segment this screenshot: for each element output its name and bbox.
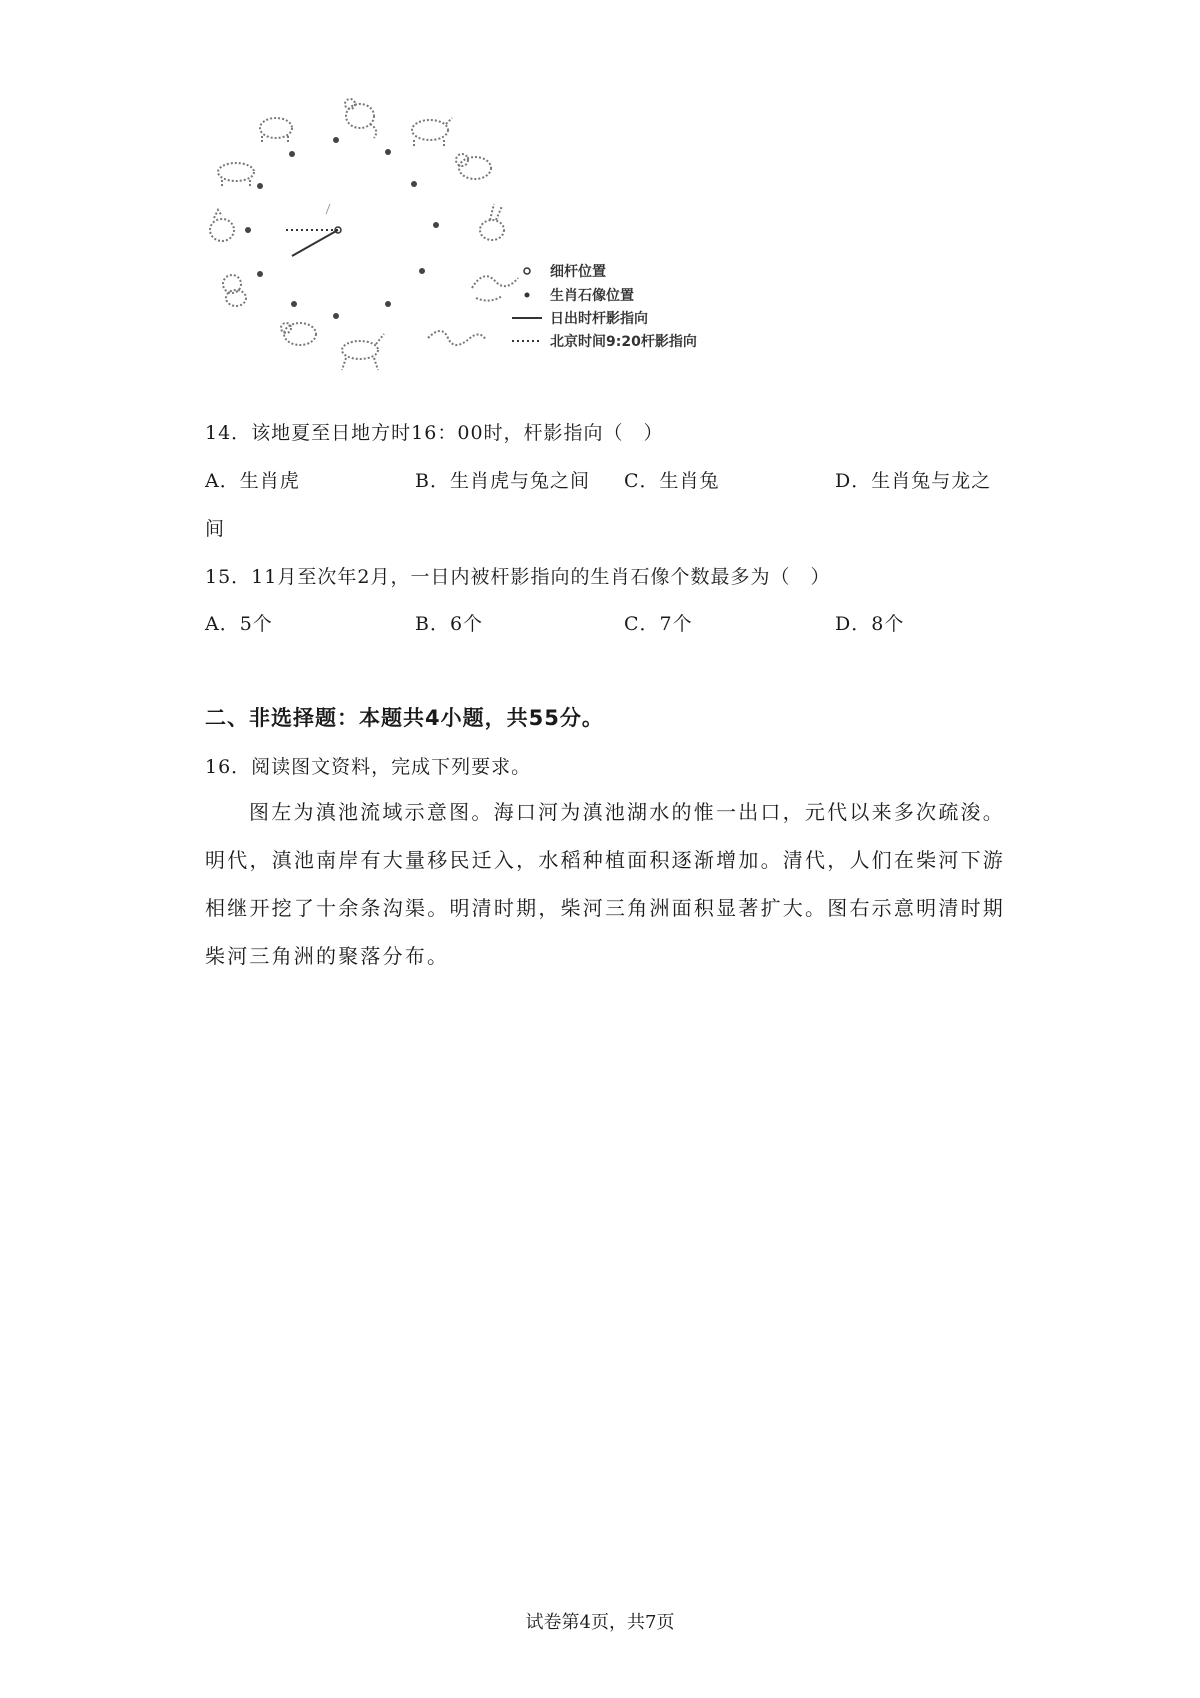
- sundial-diagram: [200, 88, 780, 388]
- q14-option-b: B．生肖虎与兔之间: [415, 470, 590, 492]
- q14-option-d: D．生肖兔与龙之: [835, 470, 992, 492]
- legend-label-pole: 细杆位置: [550, 264, 606, 280]
- section-2-title: 二、非选择题：本题共4小题，共55分。: [205, 706, 604, 730]
- figure-legend: [512, 263, 697, 350]
- legend-label-sunrise: 日出时杆影指向: [550, 311, 648, 327]
- question-16-stem: 16．阅读图文资料，完成下列要求。: [205, 756, 532, 778]
- zodiac-sundial-figure: [200, 88, 780, 388]
- legend-circle-icon: [524, 268, 530, 274]
- rat-figure: [345, 99, 376, 138]
- q15-option-d: D．8个: [835, 613, 905, 635]
- dragon-figure: [472, 276, 518, 300]
- q14-option-d-wrap: 间: [205, 518, 226, 540]
- legend-label-920: 北京时间9:20杆影指向: [550, 334, 697, 350]
- legend-dot-icon: [525, 293, 530, 298]
- question-16-paragraph: 图左为滇池流域示意图。海口河为滇池湖水的惟一出口，元代以来多次疏浚。明代，滇池南岸有大量移民迁入，水稻种植面积逐渐增加。清代，人们在柴河下游相继开挖了十余条沟渠。明清时期，柴河三角洲面积显著扩大。图右示意明清时期柴河三角洲的聚落分布。: [205, 800, 1005, 968]
- tick-mark: [326, 204, 330, 214]
- q15-option-c: C．7个: [624, 613, 693, 635]
- q15-option-a: A．5个: [205, 613, 273, 635]
- legend-label-statue: 生肖石像位置: [550, 288, 634, 304]
- rooster-figure: [210, 210, 234, 241]
- q14-option-c: C．生肖兔: [624, 470, 720, 492]
- page-footer: 试卷第4页，共7页: [525, 1612, 675, 1633]
- goat-figure: [281, 323, 316, 345]
- tiger-figure: [456, 154, 491, 179]
- dog-figure: [218, 163, 254, 186]
- q14-option-a: A．生肖虎: [205, 470, 300, 492]
- statue-position-dots: [245, 137, 439, 319]
- sunrise-shadow-line: [292, 230, 338, 256]
- question-15-stem: 15．11月至次年2月，一日内被杆影指向的生肖石像个数最多为（ ）: [205, 566, 831, 588]
- ox-figure: [412, 118, 452, 148]
- horse-figure: [342, 334, 384, 370]
- monkey-figure: [223, 275, 246, 306]
- rabbit-figure: [480, 204, 504, 240]
- q15-option-b: B．6个: [415, 613, 484, 635]
- snake-figure: [428, 331, 486, 345]
- pig-figure: [260, 118, 292, 142]
- question-14-stem: 14．该地夏至日地方时16：00时，杆影指向（ ）: [205, 422, 664, 444]
